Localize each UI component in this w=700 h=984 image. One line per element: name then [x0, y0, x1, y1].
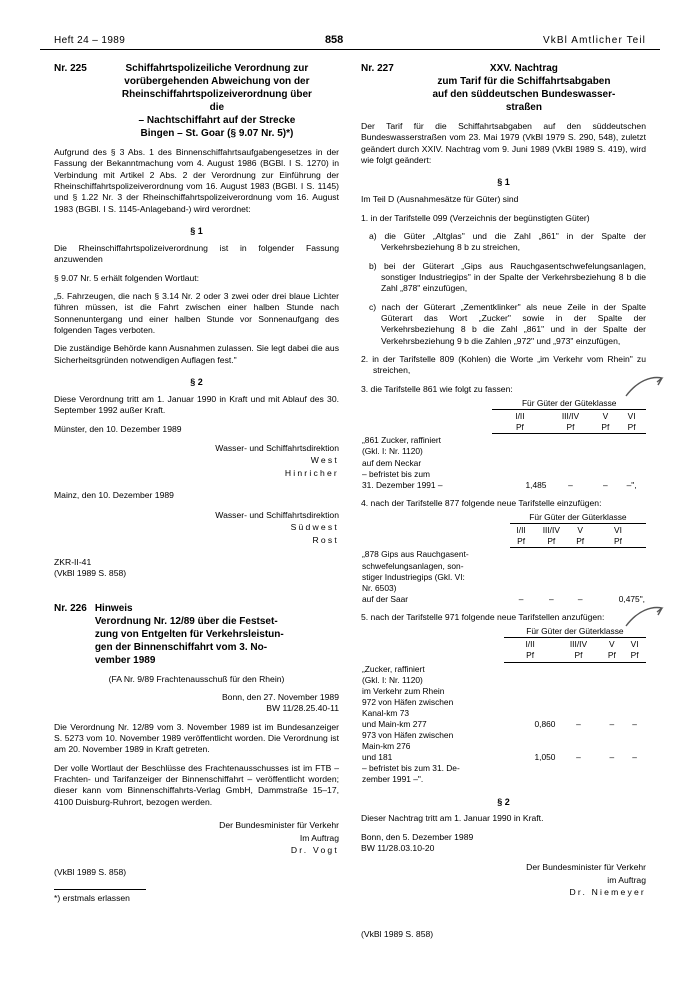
row-label: und 181: [362, 752, 393, 763]
col-unit: Pf: [601, 422, 610, 433]
entry-225-par2-label: § 2: [190, 377, 203, 388]
title-line: die: [209, 102, 225, 113]
col-head: V: [577, 525, 583, 536]
entry-225-intro: Aufgrund des § 3 Abs. 1 des Binnenschiffahrtsaufgabengesetzes in der Fassung der Bekanntmachung vom 4. August 1986 (BGBl. I S. 1270) in Verbindung mit Artikel 2 Abs. 2 der Verordnung zur Einführung der Rheinschiffahrtspolizeiverordnung vom 16. August 1983 (BGBl. I S. 1145) und § 1.22 Nr. 3 der Rheinschiffahrtspolizeiverordnung vom 16. August 1983 (BGBl. I S. 1145-Anlageband-) wird verordnet:: [54, 147, 339, 214]
row-label: auf dem Neckar: [362, 457, 422, 468]
row-value: –: [518, 593, 524, 604]
entry-225-number: Nr. 225: [54, 63, 87, 74]
row-label: zember 1991 –".: [362, 774, 424, 785]
entry-227-item-3: 3. die Tarifstelle 861 wie folgt zu fassen:: [361, 383, 513, 394]
table-row: [361, 686, 646, 697]
entry-227-part-heading: Im Teil D (Ausnahmesätze für Güter) sind: [361, 194, 519, 205]
table-caption: Für Güter der Güteklasse: [521, 398, 617, 409]
col-unit: Pf: [566, 422, 575, 433]
title-line: zum Tarif für die Schiffahrtsabgaben: [437, 76, 611, 87]
title-line: Bingen – St. Goar (§ 9.07 Nr. 5)*): [140, 128, 294, 139]
col-head: I/II: [525, 639, 535, 650]
table-row: [361, 675, 646, 686]
col-head: I/II: [516, 525, 526, 536]
col-unit: Pf: [627, 422, 636, 433]
signatory-name: Hinricher: [284, 467, 339, 478]
row-value: –: [609, 719, 615, 729]
row-label: 973 von Häfen zwischen: [362, 730, 454, 741]
title-line: Rheinschiffahrtspolizeiverordnung über: [121, 89, 312, 100]
entry-227-file-ref: BW 11/28.03.10-20: [361, 843, 435, 854]
row-value: –: [632, 719, 637, 729]
col-unit: Pf: [526, 650, 535, 661]
by-order: im Auftrag: [607, 874, 646, 885]
row-value: –: [632, 752, 637, 763]
right-column: [361, 62, 646, 940]
title-line: straßen: [505, 102, 542, 113]
table-row: [361, 549, 646, 560]
row-value: 1,050: [534, 752, 556, 763]
header-right: VkBl Amtlicher Teil: [543, 35, 646, 46]
row-label: Main-km 276: [362, 741, 411, 752]
entry-226: [54, 602, 339, 667]
entry-226-source: (VkBl 1989 S. 858): [54, 867, 127, 878]
col-head: III/IV: [542, 525, 560, 536]
two-column-body: [40, 62, 660, 940]
entry-226-signature: [54, 819, 339, 856]
entry-227-item-1: 1. in der Tarifstelle 099 (Verzeichnis der begünstigten Güter): [361, 212, 590, 223]
entry-225-quote1: „5. Fahrzeugen, die nach § 3.14 Nr. 2 oder 3 zwei oder drei blaue Lichter führen müssen, ist die Fahrt zwischen einer halben Stunde nach Sonnenuntergang und einer halben Stunde vor Sonnenaufgang des folgenden Tages verboten.: [54, 290, 339, 335]
col-unit: Pf: [614, 536, 622, 547]
row-label: „Zucker, raffiniert: [362, 663, 425, 674]
title-line: XXV. Nachtrag: [489, 63, 558, 74]
entry-227-item-1c: c) nach der Güterart „Zementklinker" als neue Zeile in der Spalte Güterart das Wort „Zucker" sowie in der Spalte der Verkehrsbeziehung 8 b die Zahl „861" und in der Spalte der Verkehrsbeziehung 9 b die Zahlen „972" und „973" einzufügen,: [369, 301, 646, 346]
entry-225-par1-text: Die Rheinschiffahrtspolizeiverordnung ist in folgender Fassung anzuwenden: [54, 242, 339, 265]
table-row: [361, 561, 646, 572]
entry-225-place-date-1: Münster, den 10. Dezember 1989: [54, 423, 182, 434]
table-row: [361, 435, 646, 446]
row-label: und Main-km 277: [362, 719, 427, 729]
col-unit: Pf: [574, 650, 583, 661]
table-row: [361, 664, 646, 675]
title-line: auf den süddeutschen Bundeswasser-: [432, 89, 616, 100]
title-line: vorübergehenden Abweichung von der: [124, 76, 310, 87]
entry-227-item-2: 2. in der Tarifstelle 809 (Kohlen) die Worte „im Verkehr vom Rhein" zu streichen,: [361, 354, 646, 376]
table-row: [361, 719, 646, 730]
tariff-table-861: [361, 398, 646, 491]
table-row: [361, 594, 646, 605]
signatory-name: Dr. Vogt: [290, 845, 339, 856]
row-label: „861 Zucker, raffiniert: [362, 435, 441, 446]
row-value: 0,860: [534, 719, 556, 729]
row-label: im Verkehr zum Rhein: [362, 685, 445, 696]
table-row: [361, 741, 646, 752]
row-value: 0,475",: [618, 593, 645, 604]
signatory-name: Dr. Niemeyer: [569, 887, 646, 898]
entry-225-ref: ZKR-II-41: [54, 557, 92, 567]
title-line: zung von Entgelten für Verkehrsleistun-: [94, 628, 284, 640]
entry-225-quote2: Die zuständige Behörde kann Ausnahmen zulassen. Sie legt dabei die aus Sicherheitsgründen notwendigen Auflagen fest.": [54, 343, 339, 365]
left-column: [54, 62, 339, 940]
title-line: Schiffahrtspolizeiliche Verordnung zur: [125, 63, 309, 74]
col-unit: Pf: [547, 536, 556, 547]
table-row: [361, 458, 646, 469]
entry-225-signature-1: [54, 442, 339, 479]
entry-227-item-5: 5. nach der Tarifstelle 971 folgende neue Tarifstellen anzufügen:: [361, 611, 605, 622]
entry-226-number: Nr. 226: [54, 602, 87, 614]
header-left: Heft 24 – 1989: [54, 35, 126, 46]
entry-227-par2-label: § 2: [497, 796, 510, 807]
authority-region: Südwest: [290, 522, 339, 533]
row-value: –: [576, 752, 581, 763]
entry-226-body-1: Die Verordnung Nr. 12/89 vom 3. November 1989 ist im Bundesanzeiger S. 5273 vom 10. November 1989 veröffentlicht worden. Die Verordnung ist am 20. November 1989 in Kraft getreten.: [54, 721, 339, 755]
entry-225-signature-2: [54, 509, 339, 546]
row-value: –: [609, 752, 615, 763]
title-line: vember 1989: [94, 654, 156, 666]
row-label: Nr. 6503): [362, 582, 397, 593]
entry-225-par1-sub: § 9.07 Nr. 5 erhält folgenden Wortlaut:: [54, 272, 200, 283]
entry-227-item-1b: b) bei der Güterart „Gips aus Rauchgasentschwefelungsanlagen, sonstiger Industriegips" in der Spalte der Verkehrsbeziehung 8 b die Zahl „878" einzufügen,: [369, 260, 646, 294]
title-line: Verordnung Nr. 12/89 über die Festset-: [94, 615, 278, 627]
entry-225: [54, 62, 339, 140]
table-row: [361, 697, 646, 708]
col-head: V: [609, 639, 615, 650]
row-value: –: [548, 593, 554, 604]
entry-226-title: [95, 602, 339, 667]
page-number: 858: [324, 34, 344, 46]
row-label: (Gkl. I: Nr. 1120): [362, 674, 423, 685]
entry-227-par2-text: Dieser Nachtrag tritt am 1. Januar 1990 in Kraft.: [361, 813, 544, 824]
row-label: „878 Gips aus Rauchgasent-: [362, 549, 469, 560]
col-head: III/IV: [561, 411, 580, 422]
col-head: VI: [614, 525, 622, 536]
entry-227-item-1a: a) die Güter „Altglas" und die Zahl „861" in der Spalte der Verkehrsbeziehung 8 b zu streichen,: [369, 230, 646, 253]
signatory-name: Rost: [312, 534, 339, 545]
row-label: – befristet bis zum: [362, 468, 430, 479]
col-unit: Pf: [517, 536, 526, 547]
row-label: auf der Saar: [362, 593, 409, 604]
entry-225-title: [95, 62, 339, 140]
row-label: 31. Dezember 1991 –: [362, 479, 443, 490]
row-value: –: [568, 479, 573, 490]
table-row: [361, 469, 646, 480]
col-head: III/IV: [569, 639, 588, 650]
entry-227-source: (VkBl 1989 S. 858): [361, 928, 434, 939]
table-row: [361, 708, 646, 719]
col-unit: Pf: [607, 650, 616, 661]
entry-225-source: (VkBl 1989 S. 858): [54, 568, 127, 579]
table-row: [361, 583, 646, 594]
entry-226-place-date: Bonn, den 27. November 1989: [221, 692, 339, 703]
entry-226-file-ref: BW 11/28.25.40-11: [266, 703, 339, 714]
entry-227-par1-label: § 1: [497, 177, 510, 188]
table-row: [361, 446, 646, 457]
entry-227-place-date: Bonn, den 5. Dezember 1989: [361, 831, 474, 842]
entry-225-par1-label: § 1: [190, 226, 203, 237]
row-value: –",: [626, 479, 637, 490]
entry-227-intro: Der Tarif für die Schiffahrtsabgaben auf den süddeutschen Bundeswasserstraßen vom 23. Mai 1979 (VkBl 1979 S. 290, 548), zuletzt geändert durch XXIV. Nachtrag vom 9. Juni 1989 (VkBl 1989 S. 419), wird wie folgt geändert:: [361, 121, 646, 166]
row-value: –: [576, 719, 581, 729]
entry-227-number: Nr. 227: [361, 63, 394, 74]
table-caption: Für Güter der Güterklasse: [526, 626, 624, 637]
row-label: (Gkl. I: Nr. 1120): [362, 446, 423, 457]
entry-226-committee: (FA Nr. 9/89 Frachtenausschuß für den Rhein): [108, 673, 285, 684]
row-label: schwefelungsanlagen, son-: [362, 560, 464, 571]
table-row: [361, 752, 646, 763]
row-label: 972 von Häfen zwischen: [362, 696, 454, 707]
row-value: 1,485: [525, 479, 547, 490]
col-unit: Pf: [576, 536, 585, 547]
table-row: [361, 480, 646, 491]
table-caption: Für Güter der Güterklasse: [529, 512, 627, 523]
col-unit: Pf: [515, 422, 524, 433]
row-value: –: [603, 479, 608, 490]
page-sheet: [40, 34, 660, 944]
col-head: VI: [630, 639, 639, 650]
by-order: Im Auftrag: [299, 832, 339, 843]
col-unit: Pf: [630, 650, 639, 661]
authority-name: Wasser- und Schiffahrtsdirektion: [215, 442, 339, 453]
ministry-name: Der Bundesminister für Verkehr: [526, 862, 646, 873]
entry-227-title: [402, 62, 646, 114]
row-label: stiger Industriegips (Gkl. VI:: [362, 571, 465, 582]
row-label: Kanal-km 73: [362, 707, 410, 718]
tariff-table-972-973: [361, 626, 646, 785]
entry-227: [361, 62, 646, 114]
tariff-table-878: [361, 512, 646, 605]
footnote: [54, 889, 339, 904]
title-line: gen der Binnenschiffahrt vom 3. No-: [94, 641, 268, 653]
entry-226-body-2: Der volle Wortlaut der Beschlüsse des Frachtenausschusses ist im FTB – Frachten- und Tarifanzeiger der Binnenschiffahrt – veröffentlicht worden; dieser kann vom Binnenschiffahrts-Verlag GmbH, Dammstraße 15–17, 4100 Duisburg-Ruhrort, bezogen werden.: [54, 762, 339, 807]
col-head: VI: [627, 411, 636, 422]
table-row: [361, 572, 646, 583]
table-row: [361, 730, 646, 741]
col-head: I/II: [515, 411, 525, 422]
ministry-name: Der Bundesminister für Verkehr: [219, 820, 339, 831]
entry-226-kind: Hinweis: [94, 602, 133, 614]
table-row: [361, 763, 646, 774]
title-line: – Nachtschiffahrt auf der Strecke: [138, 115, 296, 126]
row-label: – befristet bis zum 31. De-: [362, 763, 460, 774]
page-header: [40, 34, 660, 50]
entry-227-item-4: 4. nach der Tarifstelle 877 folgende neue Tarifstelle einzufügen:: [361, 497, 602, 508]
entry-225-place-date-2: Mainz, den 10. Dezember 1989: [54, 490, 174, 501]
col-head: V: [602, 411, 609, 422]
entry-225-par2-text: Diese Verordnung tritt am 1. Januar 1990 in Kraft und mit Ablauf des 30. September 1992 außer Kraft.: [54, 393, 339, 416]
footnote-rule: [54, 889, 146, 890]
entry-227-signature: [361, 861, 646, 898]
row-value: –: [577, 593, 583, 604]
authority-region: West: [310, 455, 339, 466]
authority-name: Wasser- und Schiffahrtsdirektion: [215, 509, 339, 520]
table-row: [361, 774, 646, 785]
footnote-text: *) erstmals erlassen: [54, 892, 130, 903]
